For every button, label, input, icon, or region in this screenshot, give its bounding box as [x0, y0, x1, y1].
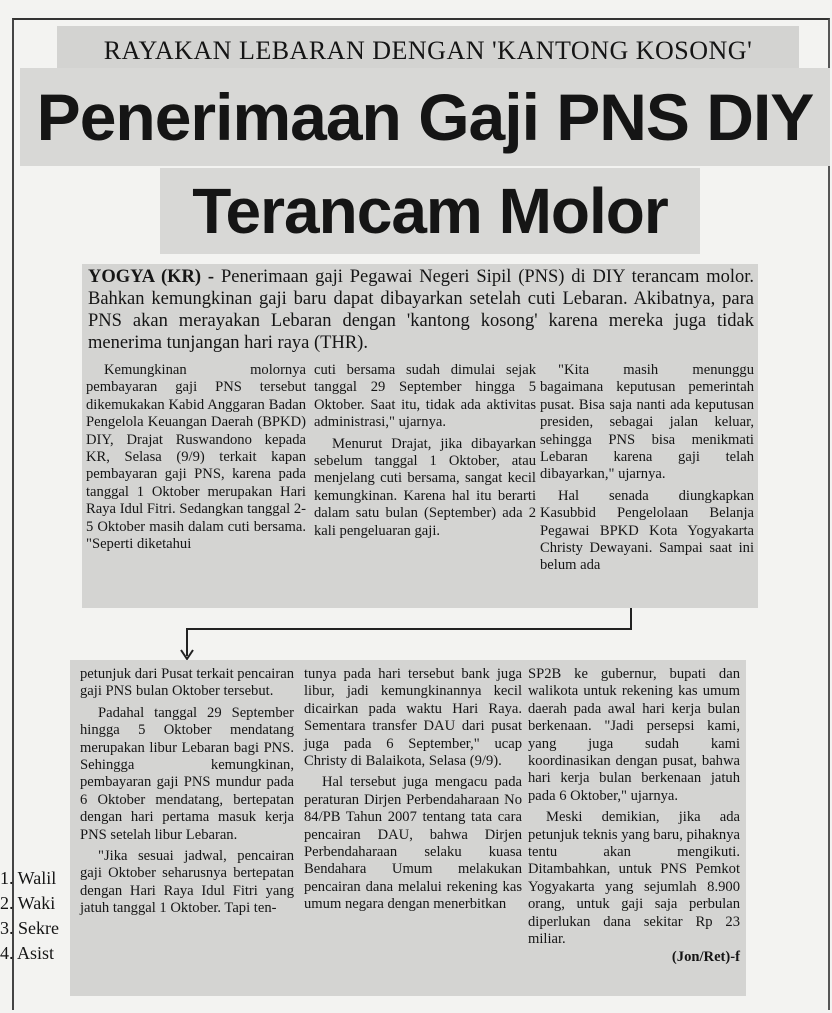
- side-list: [0, 866, 70, 966]
- paragraph: Menurut Drajat, jika dibayarkan sebelum tanggal 1 Oktober, atau menjelang cuti bersama, sangat kecil kemungkinan. Karena hal itu berarti dalam satu bulan (September) ada 2 kali pengeluaran gaji.: [314, 435, 536, 539]
- lower-column-2: [304, 666, 522, 914]
- continuation-line: [630, 608, 632, 630]
- side-list-item: 1. Walil: [0, 868, 57, 888]
- paragraph: Padahal tanggal 29 September hingga 5 Oktober mendatang merupakan libur Lebaran bagi PNS. Sehingga kemungkinan, pembayaran gaji PNS mundur pada 6 Oktober mendatang, bertepatan dengan hari pertama masuk kerja PNS setelah libur Lebaran.: [80, 704, 294, 843]
- side-list-item: 3. Sekre: [0, 918, 59, 938]
- dateline: YOGYA (KR) -: [88, 267, 215, 287]
- paragraph: Kemungkinan molornya pembayaran gaji PNS tersebut dikemukakan Kabid Anggaran Badan Pengelola Keuangan Daerah (BPKD) DIY, Drajat Ruswandono kepada KR, Selasa (9/9) terkait kapan pembayaran gaji PNS, karena pada tanggal 1 Oktober merupakan Hari Raya Idul Fitri. Sedangkan tanggal 2-5 Oktober masih dalam cuti bersama. "Seperti diketahui: [86, 362, 306, 553]
- paragraph: petunjuk dari Pusat terkait pencairan gaji PNS bulan Oktober tersebut.: [80, 666, 294, 700]
- paragraph: Hal tersebut juga mengacu pada peraturan Dirjen Perbendaharaan No 84/PB Tahun 2007 tentang tata cara pencairan DAU, bahwa Dirjen Perbendaharaan selaku kuasa Bendahara Umum melakukan pencairan dana melalui rekening kas umum negara dengan menerbitkan: [304, 774, 522, 913]
- paragraph: Hal senada diungkapkan Kasubbid Pengelolaan Belanja Pegawai BPKD Kota Yogyakarta Christy Dewayani. Sampai saat ini belum ada: [540, 487, 754, 574]
- upper-column-3: [540, 362, 754, 575]
- paragraph: Meski demikian, jika ada petunjuk teknis yang baru, pihaknya tentu akan mengikuti. Ditambahkan, untuk PNS Pemkot Yogyakarta yang sejumlah 8.900 orang, untuk gaji saja perbulan diperlukan dana sekitar Rp 23 miliar.: [528, 809, 740, 948]
- side-list-item: 4. Asist: [0, 943, 55, 963]
- paragraph: "Kita masih menunggu bagaimana keputusan pemerintah pusat. Bisa saja nanti ada keputusan presiden, sebagai jalan keluar, sehingga PNS bisa menikmati Lebaran karena gaji telah dibayarkan," ujarnya.: [540, 362, 754, 483]
- paragraph: "Jika sesuai jadwal, pencairan gaji Oktober seharusnya bertepatan dengan Hari Raya Idul Fitri yang jatuh tanggal 1 Oktober. Tapi ten-: [80, 848, 294, 917]
- lead-text: Penerimaan gaji Pegawai Negeri Sipil (PNS) di DIY terancam molor. Bahkan kemungkinan gaji baru dapat dibayarkan setelah cuti Lebaran. Akibatnya, para PNS akan merayakan Lebaran dengan 'kantong kosong' karena mereka juga tidak menerima tunjangan hari raya (THR).: [88, 267, 755, 353]
- continuation-line: [186, 628, 632, 630]
- paragraph: tunya pada hari tersebut bank juga libur, jadi kemungkinannya kecil dicairkan pada waktu Hari Raya. Sementara transfer DAU dari pusat juga pada 6 September," ucap Christy di Balaikota, Selasa (9/9).: [304, 666, 522, 770]
- lead-paragraph: [88, 266, 754, 354]
- lower-column-1: [80, 666, 294, 918]
- side-list-item: 2. Waki: [0, 893, 56, 913]
- headline-line-2: Terancam Molor: [160, 168, 700, 254]
- headline-line-1: Penerimaan Gaji PNS DIY: [20, 68, 830, 166]
- upper-column-1: [86, 362, 306, 553]
- kicker-headline: RAYAKAN LEBARAN DENGAN 'KANTONG KOSONG': [57, 26, 799, 76]
- paragraph: SP2B ke gubernur, bupati dan walikota untuk rekening kas umum daerah pada awal hari kerja bulan berkenaan. "Jadi persepsi kami, yang juga sudah kami koordinasikan dengan pusat, bahwa hari kerja bulan berkenaan jatuh pada 6 Oktober," ujarnya.: [528, 666, 740, 804]
- paragraph: cuti bersama sudah dimulai sejak tanggal 29 September hingga 5 Oktober. Saat itu, tidak ada aktivitas administrasi," ujarnya.: [314, 362, 536, 431]
- upper-column-2: [314, 362, 536, 540]
- byline: (Jon/Ret)-f: [671, 948, 740, 965]
- lower-column-3: [528, 666, 740, 966]
